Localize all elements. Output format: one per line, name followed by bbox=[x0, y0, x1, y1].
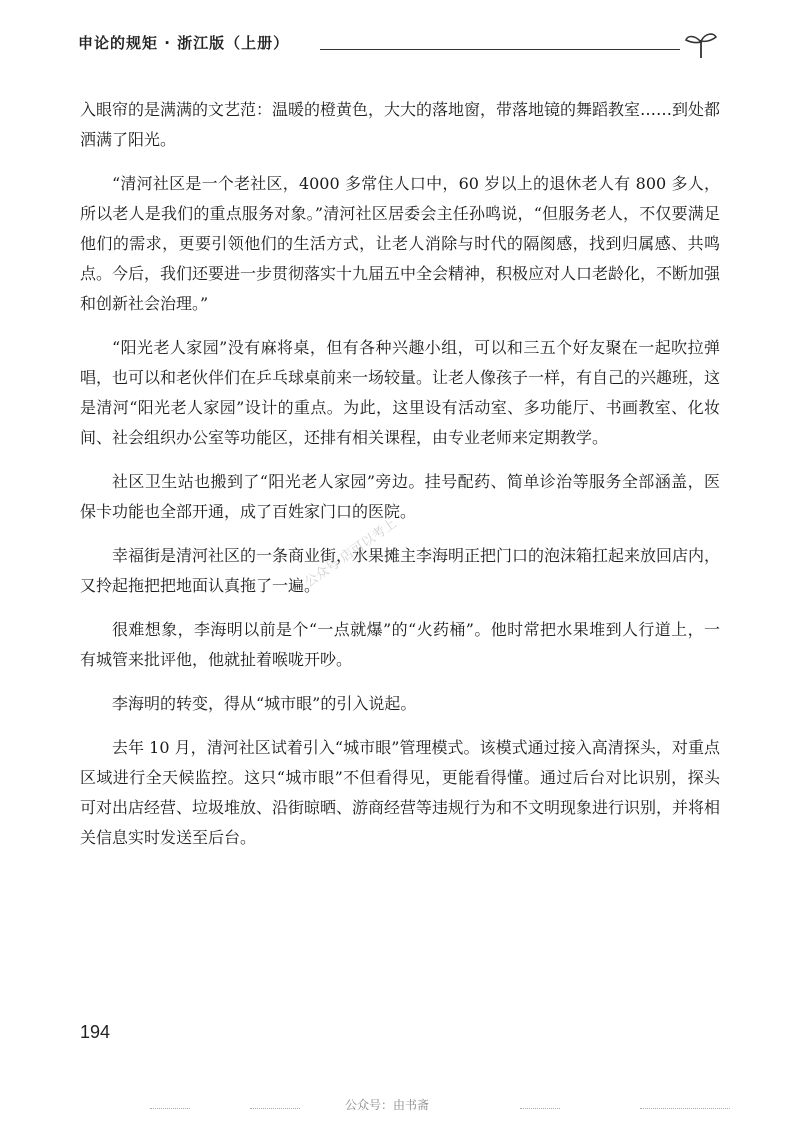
page-header bbox=[78, 30, 718, 60]
paragraph: “阳光老人家园”没有麻将桌，但有各种兴趣小组，可以和三五个好友聚在一起吹拉弹唱，也可以和老伙伴们在乒乓球桌前来一场较量。让老人像孩子一样，有自己的兴趣班，这是清河“阳光老人家园”设计的重点。为此，这里设有活动室、多功能厅、书画教室、化妆间、社会组织办公室等功能区，还排有相关课程，由专业老师来定期教学。 bbox=[80, 338, 721, 447]
scan-speckle bbox=[250, 1108, 300, 1111]
scan-speckle bbox=[520, 1108, 560, 1111]
paragraph: “清河社区是一个老社区，4000 多常住人口中，60 岁以上的退休老人有 800 多人，所以老人是我们的重点服务对象。”清河社区居委会主任孙鸣说，“但服务老人，不仅要满足他们的需求，更要引领他们的生活方式，让老人消除与时代的隔阂感，找到归属感、共鸣点。今后，我们还要进一步贯彻落实十九届五中全会精神，积极应对人口老龄化，不断加强和创新社会治理。” bbox=[80, 174, 721, 313]
paragraph: 幸福街是清河社区的一条商业街，水果摊主李海明正把门口的泡沫箱扛起来放回店内，又拎起拖把把地面认真拖了一遍。 bbox=[80, 546, 721, 595]
paragraph: 社区卫生站也搬到了“阳光老人家园”旁边。挂号配药、简单诊治等服务全部涵盖，医保卡功能也全部开通，成了百姓家门口的医院。 bbox=[80, 472, 720, 521]
running-head-title: 申论的规矩 · 浙江版（上册） bbox=[78, 34, 290, 52]
header-rule bbox=[320, 49, 680, 50]
sprout-icon bbox=[684, 30, 718, 60]
scan-speckle bbox=[150, 1108, 190, 1111]
paragraph: 去年 10 月，清河社区试着引入“城市眼”管理模式。该模式通过接入高清探头，对重点区域进行全天候监控。这只“城市眼”不但看得见，更能看得懂。通过后台对比识别，探头可对出店经营、垃圾堆放、沿街晾晒、游商经营等违规行为和不文明现象进行识别，并将相关信息实时发送至后台。 bbox=[80, 738, 721, 847]
paragraph: 很难想象，李海明以前是个“一点就爆”的“火药桶”。他时常把水果堆到人行道上，一有城管来批评他，他就扯着喉咙开吵。 bbox=[80, 620, 720, 669]
scan-speckle bbox=[640, 1108, 730, 1111]
footer-stamp: 公众号：由书斋 bbox=[345, 1098, 430, 1112]
watermark: 公众号 店可以考上 bbox=[302, 516, 400, 591]
page-number: 194 bbox=[80, 1022, 111, 1042]
paragraph: 李海明的转变，得从“城市眼”的引入说起。 bbox=[112, 694, 417, 713]
body-text bbox=[80, 95, 720, 867]
paragraph-continued: 入眼帘的是满满的文艺范：温暖的橙黄色，大大的落地窗，带落地镜的舞蹈教室……到处都洒满了阳光。 bbox=[80, 100, 721, 149]
